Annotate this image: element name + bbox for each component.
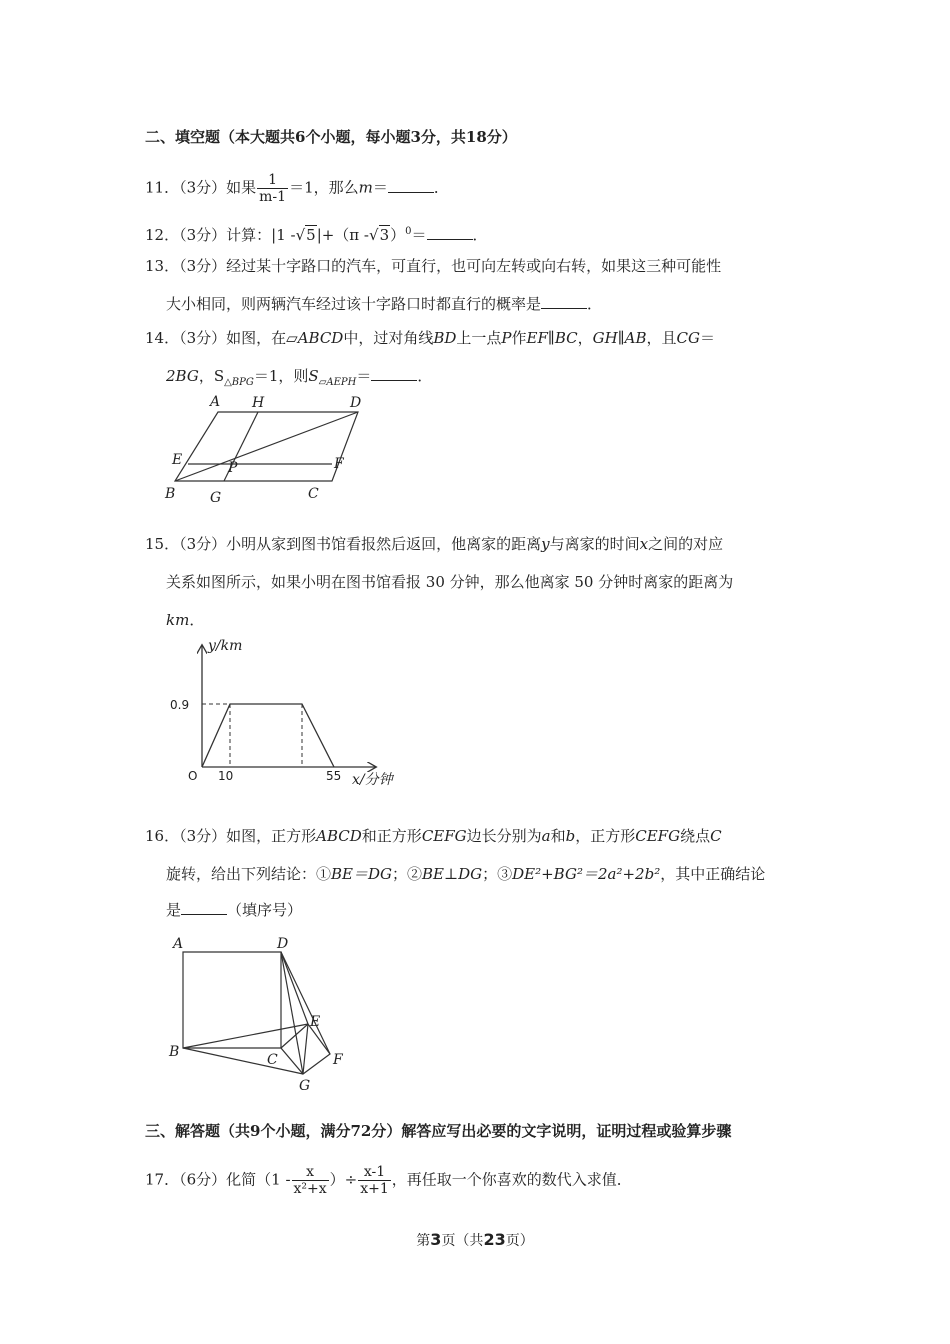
q14-text-b: 中，过对角线 bbox=[343, 329, 434, 347]
q12-text: 计算：|1 - bbox=[226, 226, 296, 244]
q15-end: ． bbox=[189, 611, 205, 629]
question-13-line2 bbox=[166, 294, 602, 314]
q11-text: 如果 bbox=[226, 178, 257, 197]
label-b: B bbox=[169, 1044, 180, 1060]
q14-score: （3分） bbox=[179, 329, 227, 347]
q14-text-e: ，且 bbox=[646, 329, 677, 347]
label-f: F bbox=[333, 1052, 343, 1068]
q14-ef-bc: EF∥BC bbox=[526, 329, 578, 347]
label-h: H bbox=[252, 395, 265, 411]
q16-abcd: ABCD bbox=[316, 827, 362, 845]
q15-y: y bbox=[541, 535, 550, 553]
q11-end: ． bbox=[433, 178, 449, 197]
label-e: E bbox=[310, 1014, 321, 1030]
q13-answer-blank[interactable] bbox=[541, 294, 587, 309]
q16-text-l: （填序号） bbox=[227, 901, 303, 919]
label-d: D bbox=[277, 936, 289, 952]
question-14-line2 bbox=[166, 366, 432, 393]
q15-line-1b: 与离家的时间 bbox=[549, 535, 640, 553]
q14-s: ，S bbox=[198, 367, 225, 385]
q16-text-f: 绕点 bbox=[680, 827, 711, 845]
q14-number: 14． bbox=[145, 329, 180, 347]
graph-x-tick-55: 55 bbox=[326, 769, 342, 783]
graph-x-tick-10: 10 bbox=[218, 769, 234, 783]
q14-text-c: 上一点 bbox=[456, 329, 502, 347]
question-15-line2 bbox=[166, 572, 733, 592]
q14-comma: ， bbox=[577, 329, 593, 347]
q16-b: b bbox=[565, 827, 576, 845]
q16-cefg: CEFG bbox=[421, 827, 467, 845]
q16-squares-figure bbox=[165, 930, 365, 1098]
question-15 bbox=[145, 534, 723, 554]
segment-df bbox=[281, 952, 330, 1054]
q11-text-2: ＝1，那么 bbox=[289, 178, 359, 197]
q16-conclusion-3: DE²+BG²＝2a²+2b² bbox=[512, 865, 661, 883]
question-14 bbox=[145, 328, 715, 348]
question-17 bbox=[145, 1164, 632, 1197]
q16-text-e: ，正方形 bbox=[575, 827, 636, 845]
question-11 bbox=[145, 172, 449, 205]
q11-eq: ＝ bbox=[372, 178, 388, 197]
label-d: D bbox=[350, 395, 362, 411]
q13-line-2: 大小相同，则两辆汽车经过该十字路口时都直行的概率是 bbox=[166, 295, 542, 313]
footer-total-pages: 23 bbox=[483, 1230, 506, 1249]
q16-c: C bbox=[710, 827, 722, 845]
graph-origin: O bbox=[188, 769, 198, 783]
q14-text: 如图，在▱ bbox=[226, 329, 298, 347]
section-2-title: 二、填空题（本大题共6个小题，每小题3分，共18分） bbox=[145, 128, 517, 146]
q14-answer-blank[interactable] bbox=[371, 366, 417, 381]
q14-cg: CG bbox=[676, 329, 700, 347]
q17-f1-den: x²+x bbox=[293, 1181, 327, 1197]
q15-score: （3分） bbox=[179, 535, 227, 553]
q16-text-h: ；② bbox=[392, 865, 423, 883]
q12-eq: ＝ bbox=[411, 226, 427, 244]
q11-number: 11． bbox=[145, 178, 180, 197]
question-15-line3 bbox=[166, 610, 204, 630]
q12-number: 12． bbox=[145, 226, 180, 244]
distance-line bbox=[202, 704, 334, 767]
footer-mid: 页（共 bbox=[441, 1233, 484, 1249]
q14-eq2: ＝ bbox=[356, 367, 372, 385]
q14-parallelogram-figure bbox=[160, 392, 380, 510]
q11-frac-den: m-1 bbox=[259, 189, 287, 205]
label-c: C bbox=[267, 1052, 278, 1068]
label-e: E bbox=[172, 452, 183, 468]
label-a: A bbox=[210, 394, 221, 410]
footer-page-number: 3 bbox=[430, 1230, 442, 1249]
segment-dg bbox=[281, 952, 303, 1074]
graph-y-tick: 0.9 bbox=[170, 698, 190, 712]
label-c: C bbox=[308, 486, 319, 502]
q15-line-2: 关系如图所示，如果小明在图书馆看报 30 分钟，那么他离家 50 分钟时离家的距离为 bbox=[166, 573, 734, 591]
label-g: G bbox=[299, 1078, 311, 1094]
q16-text-k: 是 bbox=[166, 901, 182, 919]
label-a: A bbox=[173, 936, 184, 952]
q17-f2-num: x-1 bbox=[358, 1164, 391, 1181]
q15-line-1c: 之间的对应 bbox=[648, 535, 724, 553]
q16-answer-blank[interactable] bbox=[181, 900, 227, 915]
question-12: 12．（3分）计算：|1 -√5|+（π -√3）$^0$＝ ． bbox=[145, 226, 488, 244]
page-footer bbox=[0, 1230, 950, 1250]
q11-frac-num: 1 bbox=[257, 172, 288, 189]
question-16-line3 bbox=[166, 900, 302, 920]
q14-text-d: 作 bbox=[511, 329, 527, 347]
q12-exponent: 0 bbox=[405, 226, 412, 237]
footer-post: 页） bbox=[505, 1233, 534, 1249]
q11-fraction bbox=[257, 172, 288, 205]
q17-score: （6分） bbox=[179, 1170, 227, 1189]
label-g: G bbox=[210, 490, 222, 506]
q17-div: ）÷ bbox=[329, 1170, 358, 1189]
q15-number: 15． bbox=[145, 535, 180, 553]
q17-text-2: ，再任取一个你喜欢的数代入求值． bbox=[391, 1170, 632, 1189]
q17-fraction-2 bbox=[358, 1164, 391, 1197]
q16-number: 16． bbox=[145, 827, 180, 845]
q14-p: P bbox=[501, 329, 512, 347]
q12-close: ） bbox=[390, 226, 406, 244]
q16-a: a bbox=[541, 827, 551, 845]
q16-text-d: 和 bbox=[550, 827, 566, 845]
graph-y-label: y/km bbox=[208, 638, 243, 654]
q14-end: ． bbox=[417, 367, 433, 385]
q15-line-1: 小明从家到图书馆看报然后返回，他离家的距离 bbox=[226, 535, 542, 553]
q13-number: 13． bbox=[145, 257, 180, 275]
q16-be-perp-dg: BE⊥DG bbox=[422, 865, 483, 883]
q13-line-1: 经过某十字路口的汽车，可直行，也可向左转或向右转，如果这三种可能性 bbox=[226, 257, 722, 275]
q16-text-j: ，其中正确结论 bbox=[660, 865, 766, 883]
q15-unit: km bbox=[166, 611, 190, 629]
segment-eg bbox=[303, 1024, 308, 1074]
segment-de bbox=[281, 952, 308, 1024]
q14-s2: S bbox=[308, 367, 319, 385]
label-f: F bbox=[334, 456, 344, 472]
q16-text-i: ；③ bbox=[482, 865, 513, 883]
q14-sub-bpg: △BPG bbox=[224, 377, 254, 388]
diagonal-bd bbox=[175, 412, 358, 481]
q17-f2-den: x+1 bbox=[360, 1181, 389, 1197]
q11-answer-blank[interactable] bbox=[388, 178, 434, 193]
q17-number: 17． bbox=[145, 1170, 180, 1189]
q12-answer-blank[interactable] bbox=[427, 225, 473, 240]
segment-be bbox=[183, 1024, 308, 1048]
q16-cefg-2: CEFG bbox=[635, 827, 681, 845]
q14-sub-aeph: ▱AEPH bbox=[318, 377, 357, 388]
q17-f1-num: x bbox=[292, 1164, 329, 1181]
q14-text-f: ＝1，则 bbox=[253, 367, 309, 385]
q12-radicand-2: 3 bbox=[379, 226, 390, 244]
q12-text-2: |+（π - bbox=[316, 226, 370, 244]
q16-text-b: 和正方形 bbox=[361, 827, 422, 845]
q13-end: ． bbox=[587, 295, 603, 313]
footer-pre: 第 bbox=[416, 1233, 431, 1249]
q15-distance-time-graph bbox=[160, 634, 420, 794]
q16-be-dg: BE＝DG bbox=[331, 865, 392, 883]
q14-gh-ab: GH∥AB bbox=[592, 329, 647, 347]
q17-fraction-1 bbox=[292, 1164, 329, 1197]
q12-radicand-1: 5 bbox=[306, 226, 316, 244]
q14-bd: BD bbox=[433, 329, 457, 347]
q16-text-a: 如图，正方形 bbox=[226, 827, 317, 845]
graph-x-label: x/分钟 bbox=[352, 772, 393, 788]
q16-text-g: 旋转，给出下列结论：① bbox=[166, 865, 332, 883]
q16-score: （3分） bbox=[179, 827, 227, 845]
square-abcd bbox=[183, 952, 281, 1048]
q14-abcd: ABCD bbox=[297, 329, 344, 347]
q13-score: （3分） bbox=[179, 257, 227, 275]
label-p: P bbox=[228, 460, 238, 476]
q16-text-c: 边长分别为 bbox=[466, 827, 542, 845]
q12-score: （3分） bbox=[179, 226, 227, 244]
label-b: B bbox=[165, 486, 176, 502]
q12-end: ． bbox=[472, 226, 488, 244]
q17-text: 化简（1 - bbox=[226, 1170, 291, 1189]
question-16-line2 bbox=[166, 864, 765, 884]
question-16 bbox=[145, 826, 722, 846]
q11-var: m bbox=[358, 178, 373, 197]
section-3-title: 三、解答题（共9个小题，满分72分）解答应写出必要的文字说明，证明过程或验算步骤 bbox=[145, 1122, 732, 1140]
q11-score: （3分） bbox=[179, 178, 227, 197]
question-13 bbox=[145, 256, 721, 276]
q15-x: x bbox=[639, 535, 649, 553]
q14-eq: ＝ bbox=[699, 329, 715, 347]
q14-2bg: 2BG bbox=[166, 367, 199, 385]
